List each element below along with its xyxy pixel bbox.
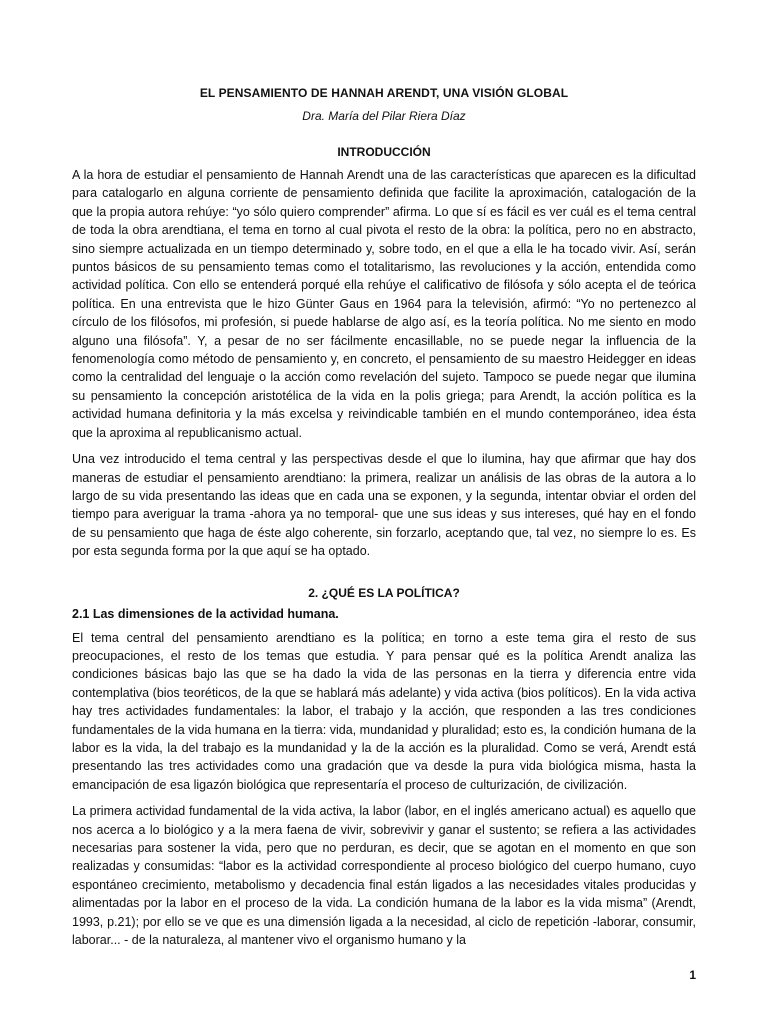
subsection-heading: 2.1 Las dimensiones de la actividad humana. xyxy=(72,606,339,621)
section-heading-introduccion: INTRODUCCIÓN xyxy=(337,145,431,159)
paragraph: La primera actividad fundamental de la vida activa, la labor (labor, en el inglés americano actual) es aquello que nos acerca a lo biológico y a la mera faena de vivir, sobrevivir y ganar el sustento; se refiera a las actividades necesarias para sostener la vida, pero que no perduran, es decir, que se agotan en el momento en que son realizadas y consumidas: “labor es la actividad correspondiente al proceso biológico del cuerpo humano, cuyo espontáneo crecimiento, metabolismo y decadencia final están ligados a las necesidades vitales producidas y alimentadas por la labor en el proceso de la vida. La condición humana de la labor es la vida misma” (Arendt, 1993, p.21); por ello se ve que es una dimensión ligada a la necesidad, al ciclo de repetición -laborar, consumir, laborar... - de la naturaleza, al mantener vivo el organismo humano y la xyxy=(72,804,696,948)
section-heading-que-es-la-politica: 2. ¿QUÉ ES LA POLÍTICA? xyxy=(308,585,460,600)
paragraph: Una vez introducido el tema central y las perspectivas desde el que lo ilumina, hay que afirmar que hay dos maneras de estudiar el pensamiento arendtiano: la primera, realizar un análisis de las obras de la autora a lo largo de su vida presentando las ideas que en cada una se exponen, y la segunda, intentar obviar el orden del tiempo para averiguar la trama -ahora ya no temporal- que une sus ideas y sus intereses, qué hay en el fondo de su pensamiento que haga de éste algo coherente, sin forzarlo, aceptando que, tal vez, no siempre lo es. Es por esta segunda forma por la que aquí se ha optado. xyxy=(72,452,696,559)
document-title: EL PENSAMIENTO DE HANNAH ARENDT, UNA VISIÓN GLOBAL xyxy=(199,86,569,100)
paragraph: El tema central del pensamiento arendtiano es la política; en torno a este tema gira el resto de sus preocupaciones, el resto de los temas que estudia. Y para pensar qué es la política Arendt analiza las condiciones básicas bajo las que se ha dado la vida de las personas en la tierra y diferencia entre vida contemplativa (bios teoréticos, de la que se hablará más adelante) y vida activa (bios políticos). En la vida activa hay tres actividades fundamentales: la labor, el trabajo y la acción, que responden a las tres condiciones fundamentales de la vida humana en la tierra: vida, mundanidad y pluralidad; esto es, la condición humana de la labor es la vida, la del trabajo es la mundanidad y la de la acción es la pluralidad. Como se verá, Arendt está presentando las tres actividades como una gradación que va desde la pura vida biológica misma, hasta la emancipación de esa ligazón biológica que representaría el proceso de culturización, de civilización. xyxy=(72,630,696,792)
page-number: 1 xyxy=(689,968,696,982)
paragraph: A la hora de estudiar el pensamiento de Hannah Arendt una de las características que aparecen es la dificultad para catalogarlo en alguna corriente de pensamiento definida que facilite la aproximación, catalogación de la que la propia autora rehúye: “yo sólo quiero comprender” afirma. Lo que sí es fácil es ver cuál es el tema central de toda la obra arendtiana, el tema en torno al cual pivota el resto de la obra: la política, pero no en abstracto, sino siempre actualizada en un tiempo determinado y, sobre todo, en el que a ella le ha tocado vivir. Así, serán puntos básicos de su pensamiento temas como el totalitarismo, las revoluciones y la acción, entendida como actividad política. Con ello se entenderá porqué ella rehúye el calificativo de filósofa y sólo acepta el de teórica política. En una entrevista que le hizo Günter Gaus en 1964 para la televisión, afirmó: “Yo no pertenezco al círculo de los filósofos, mi profesión, si puede hablarse de algo así, es la teoría política. No me siento en modo alguno una filósofa”. Y, a pesar de no ser fácilmente encasillable, no se puede negar la influencia de la fenomenología como método de pensamiento y, en concreto, el pensamiento de su maestro Heidegger en ideas como la centralidad del lenguaje o la acción como revelación del sujeto. Tampoco se puede negar que ilumina su pensamiento la concepción aristotélica de la vida en la polis griega; para Arendt, la acción política es la actividad humana definitoria y la más excelsa y reivindicable también en el mundo contemporáneo, idea ésta que la aproxima al republicanismo actual. xyxy=(72,168,696,440)
document-author: Dra. María del Pilar Riera Díaz xyxy=(302,109,466,123)
section-spacer xyxy=(72,569,696,586)
